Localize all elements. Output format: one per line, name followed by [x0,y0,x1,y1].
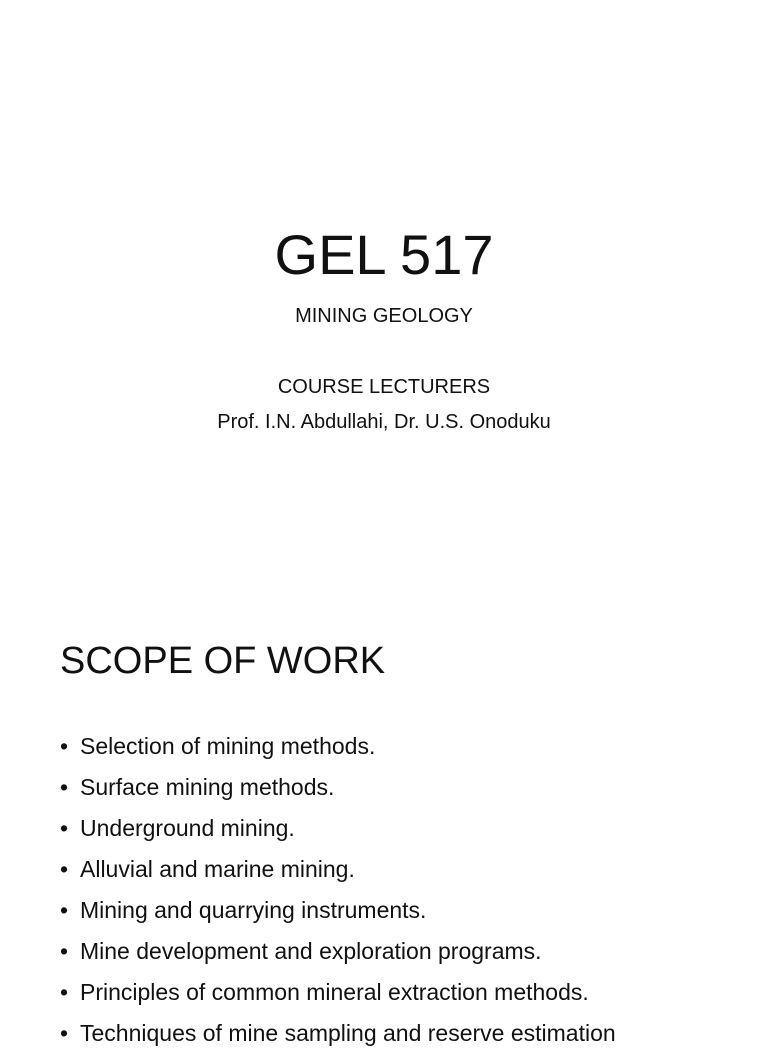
scope-list [60,726,760,1054]
bullet-icon: • [60,979,69,1005]
list-item [60,726,760,767]
list-item-text: Surface mining methods. [80,774,335,800]
bullet-icon: • [60,815,69,841]
bullet-icon: • [60,1020,69,1046]
list-item [60,1013,760,1054]
list-item-text: Selection of mining methods. [80,733,376,759]
scope-slide [0,576,768,1046]
list-item [60,931,760,972]
list-item-text: Underground mining. [80,815,295,841]
list-item [60,972,760,1013]
list-item-text: Mining and quarrying instruments. [80,897,427,923]
course-subtitle: MINING GEOLOGY [295,305,473,327]
course-code-title: GEL 517 [274,223,494,286]
bullet-icon: • [60,856,69,882]
bullet-icon: • [60,733,69,759]
lecturers-heading: COURSE LECTURERS [277,376,491,398]
bullet-icon: • [60,938,69,964]
list-item-text: Principles of common mineral extraction methods. [80,979,589,1005]
bullet-icon: • [60,897,69,923]
list-item [60,890,760,931]
scope-title: SCOPE OF WORK [60,640,386,682]
list-item-text: Mine development and exploration programs. [80,938,542,964]
lecturers-names: Prof. I.N. Abdullahi, Dr. U.S. Onoduku [217,411,551,433]
bullet-icon: • [60,774,69,800]
list-item [60,849,760,890]
list-item-text: Alluvial and marine mining. [80,856,355,882]
list-item [60,808,760,849]
list-item [60,767,760,808]
list-item-text: Techniques of mine sampling and reserve estimation [80,1020,616,1046]
